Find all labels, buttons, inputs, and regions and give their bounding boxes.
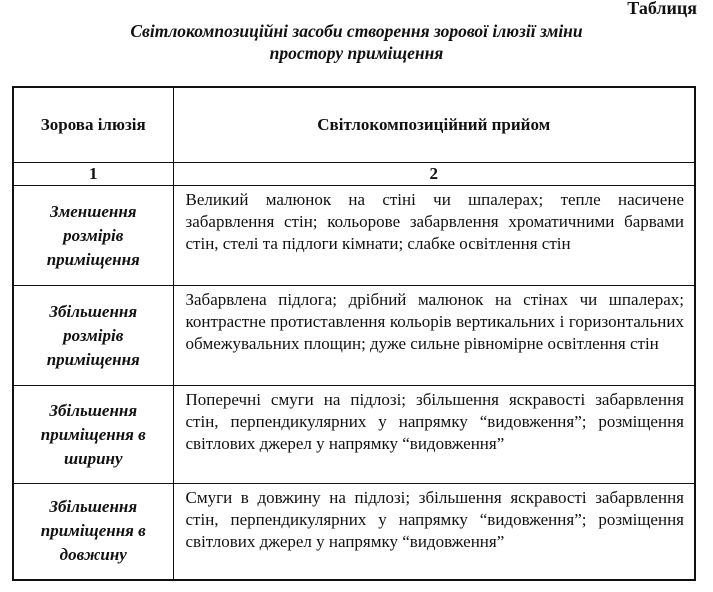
table-caption <box>0 20 713 64</box>
header-technique: Світлокомпозиційний прийом <box>173 87 695 163</box>
illusion-table <box>12 86 696 581</box>
header-illusion: Зорова ілюзія <box>13 87 173 163</box>
table-row <box>13 186 695 286</box>
caption-line-2: простору приміщення <box>269 43 444 63</box>
column-number-1: 1 <box>13 163 173 186</box>
technique-cell: Смуги в довжину на підлозі; збільшення яскравості забарвлення стін, перпендикулярних у напрямку “видовження”; розміщення світлових джерел у напрямку “видовження” <box>173 484 695 580</box>
table-header-row <box>13 87 695 163</box>
column-number-row <box>13 163 695 186</box>
column-number-2: 2 <box>173 163 695 186</box>
table-row <box>13 484 695 580</box>
technique-cell: Забарвлена підлога; дрібний малюнок на стінах чи шпалерах; контрастне протиставлення кольорів вертикальних і горизонтальних обмежувальних площин; дуже сильне рівномірне освітлення стін <box>173 286 695 386</box>
illusion-cell: Збільшення розмірів приміщення <box>13 286 173 386</box>
illusion-cell: Зменшення розмірів приміщення <box>13 186 173 286</box>
table-label: Таблиця <box>627 0 697 18</box>
table-row <box>13 386 695 484</box>
technique-cell: Поперечні смуги на підлозі; збільшення яскравості забарвлення стін, перпендикулярних у напрямку “видовження”; розміщення світлових джерел у напрямку “видовження” <box>173 386 695 484</box>
illusion-cell: Збільшення приміщення в довжину <box>13 484 173 580</box>
caption-line-1: Світлокомпозиційні засоби створення зорової ілюзії зміни <box>130 21 583 41</box>
illusion-cell: Збільшення приміщення в ширину <box>13 386 173 484</box>
technique-cell: Великий малюнок на стіні чи шпалерах; тепле насичене забарвлення стін; кольорове забарвлення хроматичними барвами стін, стелі та підлоги кімнати; слабке освітлення стін <box>173 186 695 286</box>
table-row <box>13 286 695 386</box>
